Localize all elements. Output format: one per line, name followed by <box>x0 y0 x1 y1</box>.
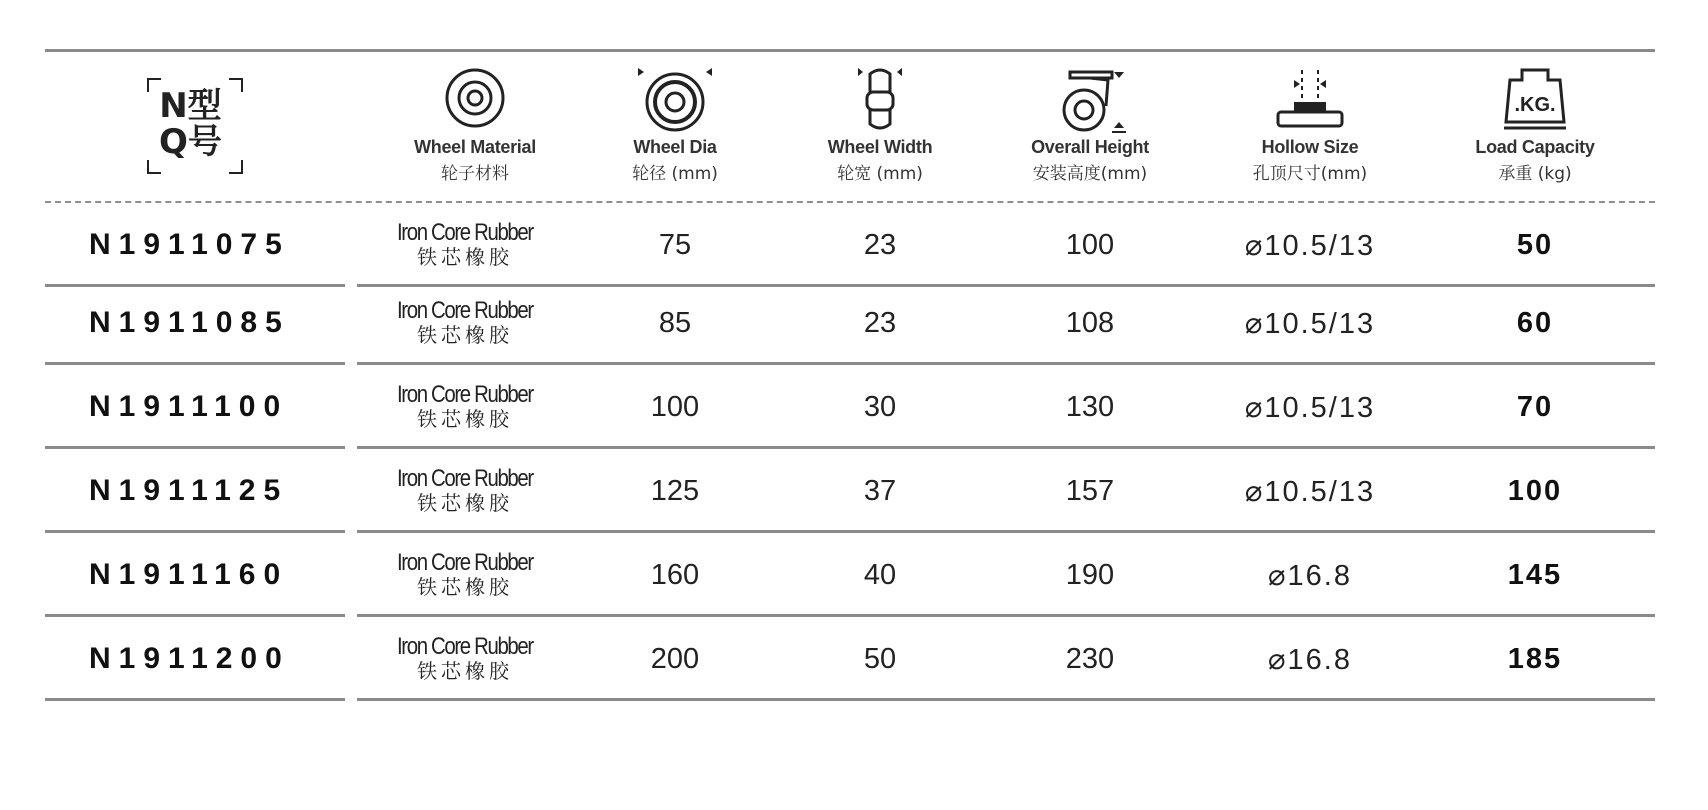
wheel-dia-value: 85 <box>658 306 692 339</box>
load-capacity-label-cn: 承重 (kg) <box>1498 164 1572 184</box>
hollow-size-value: ⌀10.5/13 <box>1244 229 1376 262</box>
wheel-dia-value: 125 <box>650 474 700 507</box>
row-divider <box>357 530 1655 533</box>
material-cn: 铁芯橡胶 <box>417 575 513 599</box>
model-number: N1911125 <box>89 474 289 507</box>
wheel-dia-value: 75 <box>658 228 692 261</box>
wheel-material-label-cn: 轮子材料 <box>441 164 509 184</box>
row-divider <box>45 614 345 617</box>
wheel-dia-value: 100 <box>650 390 700 423</box>
model-no-icon <box>147 78 243 174</box>
hollow-size-value: ⌀10.5/13 <box>1244 307 1376 340</box>
overall-height-value: 130 <box>1065 390 1115 423</box>
model-number: N1911160 <box>89 558 289 591</box>
hollow-size-icon <box>1270 66 1350 132</box>
wheel-dia-value: 160 <box>650 558 700 591</box>
table-header <box>45 60 1655 195</box>
row-divider <box>357 362 1655 365</box>
row-divider <box>45 530 345 533</box>
overall-height-header <box>1000 60 1180 195</box>
wheel-dia-label-cn: 轮径 (mm) <box>632 164 718 184</box>
wheel-material-header <box>390 60 560 195</box>
table-row <box>45 283 1655 363</box>
wheel-width-header <box>795 60 965 195</box>
wheel-material <box>365 451 565 531</box>
wheel-width-icon <box>850 66 910 136</box>
row-divider <box>45 362 345 365</box>
load-capacity-value: 100 <box>1507 474 1563 507</box>
hollow-size-value: ⌀10.5/13 <box>1244 391 1376 424</box>
model-label-line1: N型 <box>159 86 222 126</box>
material-en: Iron Core Rubber <box>397 219 533 246</box>
hollow-size-value: ⌀10.5/13 <box>1244 475 1376 508</box>
wheel-width-value: 30 <box>863 390 897 423</box>
material-en: Iron Core Rubber <box>397 549 533 576</box>
material-cn: 铁芯橡胶 <box>417 323 513 347</box>
model-number: N1911200 <box>89 642 290 675</box>
wheel-dia-label-en: Wheel Dia <box>633 137 717 157</box>
load-capacity-value: 70 <box>1516 390 1554 423</box>
material-cn: 铁芯橡胶 <box>417 245 513 269</box>
model-number: N1911100 <box>89 390 289 423</box>
load-capacity-value: 185 <box>1507 642 1563 675</box>
table-row <box>45 535 1655 615</box>
wheel-material <box>365 367 565 447</box>
header-divider <box>45 201 1655 203</box>
row-divider <box>357 446 1655 449</box>
wheel-width-value: 40 <box>863 558 897 591</box>
row-divider <box>357 698 1655 701</box>
wheel-material <box>365 535 565 615</box>
table-row <box>45 205 1655 285</box>
hollow-size-header <box>1220 60 1400 195</box>
material-cn: 铁芯橡胶 <box>417 659 513 683</box>
wheel-width-value: 50 <box>863 642 897 675</box>
row-divider <box>45 698 345 701</box>
hollow-size-label-cn: 孔顶尺寸(mm) <box>1252 164 1368 184</box>
wheel-width-label-en: Wheel Width <box>827 137 933 157</box>
wheel-width-value: 23 <box>863 306 897 339</box>
hollow-size-label-en: Hollow Size <box>1261 137 1359 157</box>
row-divider <box>45 446 345 449</box>
wheel-dia-value: 200 <box>650 642 700 675</box>
overall-height-value: 190 <box>1065 558 1115 591</box>
overall-height-label-cn: 安装高度(mm) <box>1032 164 1148 184</box>
kg-label: .KG. <box>1514 94 1556 116</box>
caster-height-icon <box>1050 66 1130 138</box>
overall-height-value: 108 <box>1065 306 1115 339</box>
wheel-dia-header <box>600 60 750 195</box>
model-label-line2: Q号 <box>159 122 222 162</box>
hollow-size-value: ⌀16.8 <box>1268 559 1352 592</box>
wheel-width-label-cn: 轮宽 (mm) <box>837 164 923 184</box>
table-row <box>45 619 1655 699</box>
wheel-face-icon <box>443 66 507 130</box>
load-capacity-value: 145 <box>1507 558 1563 591</box>
table-row <box>45 367 1655 447</box>
overall-height-value: 230 <box>1065 642 1115 675</box>
top-rule <box>45 49 1655 52</box>
hollow-size-value: ⌀16.8 <box>1268 643 1352 676</box>
model-number: N1911085 <box>89 306 290 339</box>
overall-height-label-en: Overall Height <box>1031 137 1149 157</box>
load-capacity-value: 60 <box>1516 306 1554 339</box>
weight-kg-icon <box>1500 66 1570 132</box>
model-number: N1911075 <box>89 228 290 261</box>
overall-height-value: 157 <box>1065 474 1115 507</box>
load-capacity-label-en: Load Capacity <box>1475 137 1595 157</box>
material-en: Iron Core Rubber <box>397 381 533 408</box>
material-en: Iron Core Rubber <box>397 633 533 660</box>
material-cn: 铁芯橡胶 <box>417 491 513 515</box>
material-en: Iron Core Rubber <box>397 297 533 324</box>
material-en: Iron Core Rubber <box>397 465 533 492</box>
load-capacity-value: 50 <box>1516 228 1554 261</box>
model-header <box>105 60 285 195</box>
material-cn: 铁芯橡胶 <box>417 407 513 431</box>
wheel-material <box>365 205 565 285</box>
wheel-material-label-en: Wheel Material <box>414 137 536 157</box>
load-capacity-header <box>1445 60 1625 195</box>
wheel-width-value: 23 <box>863 228 897 261</box>
row-divider <box>357 614 1655 617</box>
wheel-material <box>365 619 565 699</box>
overall-height-value: 100 <box>1065 228 1115 261</box>
table-row <box>45 451 1655 531</box>
wheel-diameter-icon <box>630 66 720 134</box>
wheel-material <box>365 283 565 363</box>
wheel-width-value: 37 <box>863 474 897 507</box>
